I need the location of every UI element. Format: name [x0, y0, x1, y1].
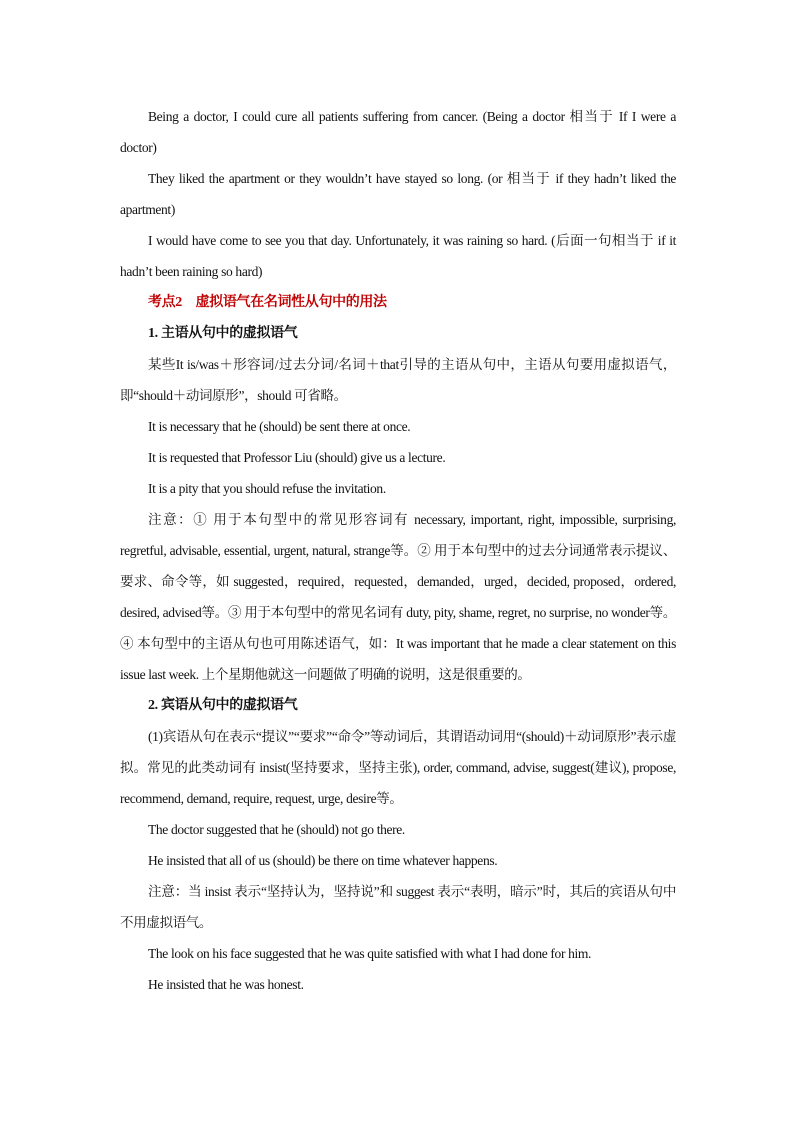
- example-sentence: The doctor suggested that he (should) not go there.: [148, 822, 405, 837]
- paragraph: 某些It is/was＋形容词/过去分词/名词＋that引导的主语从句中，主语从句要用虚拟语气，即“should＋动词原形”，should 可省略。: [120, 357, 676, 403]
- paragraph: I would have come to see you that day. Unfortunately, it was raining so hard. (后面一句相当于 if it hadn’t been raining so hard): [120, 233, 676, 279]
- document-body: [120, 101, 676, 1000]
- note-paragraph: 注意：① 用于本句型中的常见形容词有 necessary, important, right, impossible, surprising, regretful, advisable, essential, urgent, natural, strange等。② 用于本句型中的过去分词通常表示提议、要求、命令等，如 suggested，required，requested，demanded，urged，decided, proposed，ordered, desired, advised等。③ 用于本句型中的常见名词有 duty, pity, shame, regret, no surprise, no wonder等。④ 本句型中的主语从句也可用陈述语气，如：It was important that he made a clear statement on this issue last week. 上个星期他就这一问题做了明确的说明，这是很重要的。: [120, 512, 676, 682]
- example-sentence: The look on his face suggested that he was quite satisfied with what I had done for him.: [148, 946, 592, 961]
- example-sentence: He insisted that he was honest.: [148, 977, 304, 992]
- paragraph: (1)宾语从句在表示“提议”“要求”“命令”等动词后，其谓语动词用“(should)＋动词原形”表示虚拟。常见的此类动词有 insist(坚持要求，坚持主张), order, command, advise, suggest(建议), propose, recommend, demand, require, request, urge, desire等。: [120, 729, 676, 806]
- subsection-heading: 1. 主语从句中的虚拟语气: [148, 326, 298, 341]
- note-paragraph: 注意：当 insist 表示“坚持认为，坚持说”和 suggest 表示“表明，暗示”时，其后的宾语从句中不用虚拟语气。: [120, 884, 676, 930]
- paragraph: Being a doctor, I could cure all patients suffering from cancer. (Being a doctor 相当于 If I were a doctor): [120, 109, 676, 155]
- example-sentence: It is requested that Professor Liu (should) give us a lecture.: [148, 450, 446, 465]
- example-sentence: It is necessary that he (should) be sent there at once.: [148, 419, 411, 434]
- section-heading-kaodian: 考点2 虚拟语气在名词性从句中的用法: [148, 295, 387, 310]
- example-sentence: He insisted that all of us (should) be there on time whatever happens.: [148, 853, 498, 868]
- subsection-heading: 2. 宾语从句中的虚拟语气: [148, 698, 298, 713]
- example-sentence: It is a pity that you should refuse the invitation.: [148, 481, 386, 496]
- paragraph: They liked the apartment or they wouldn’t have stayed so long. (or 相当于 if they hadn’t liked the apartment): [120, 171, 676, 217]
